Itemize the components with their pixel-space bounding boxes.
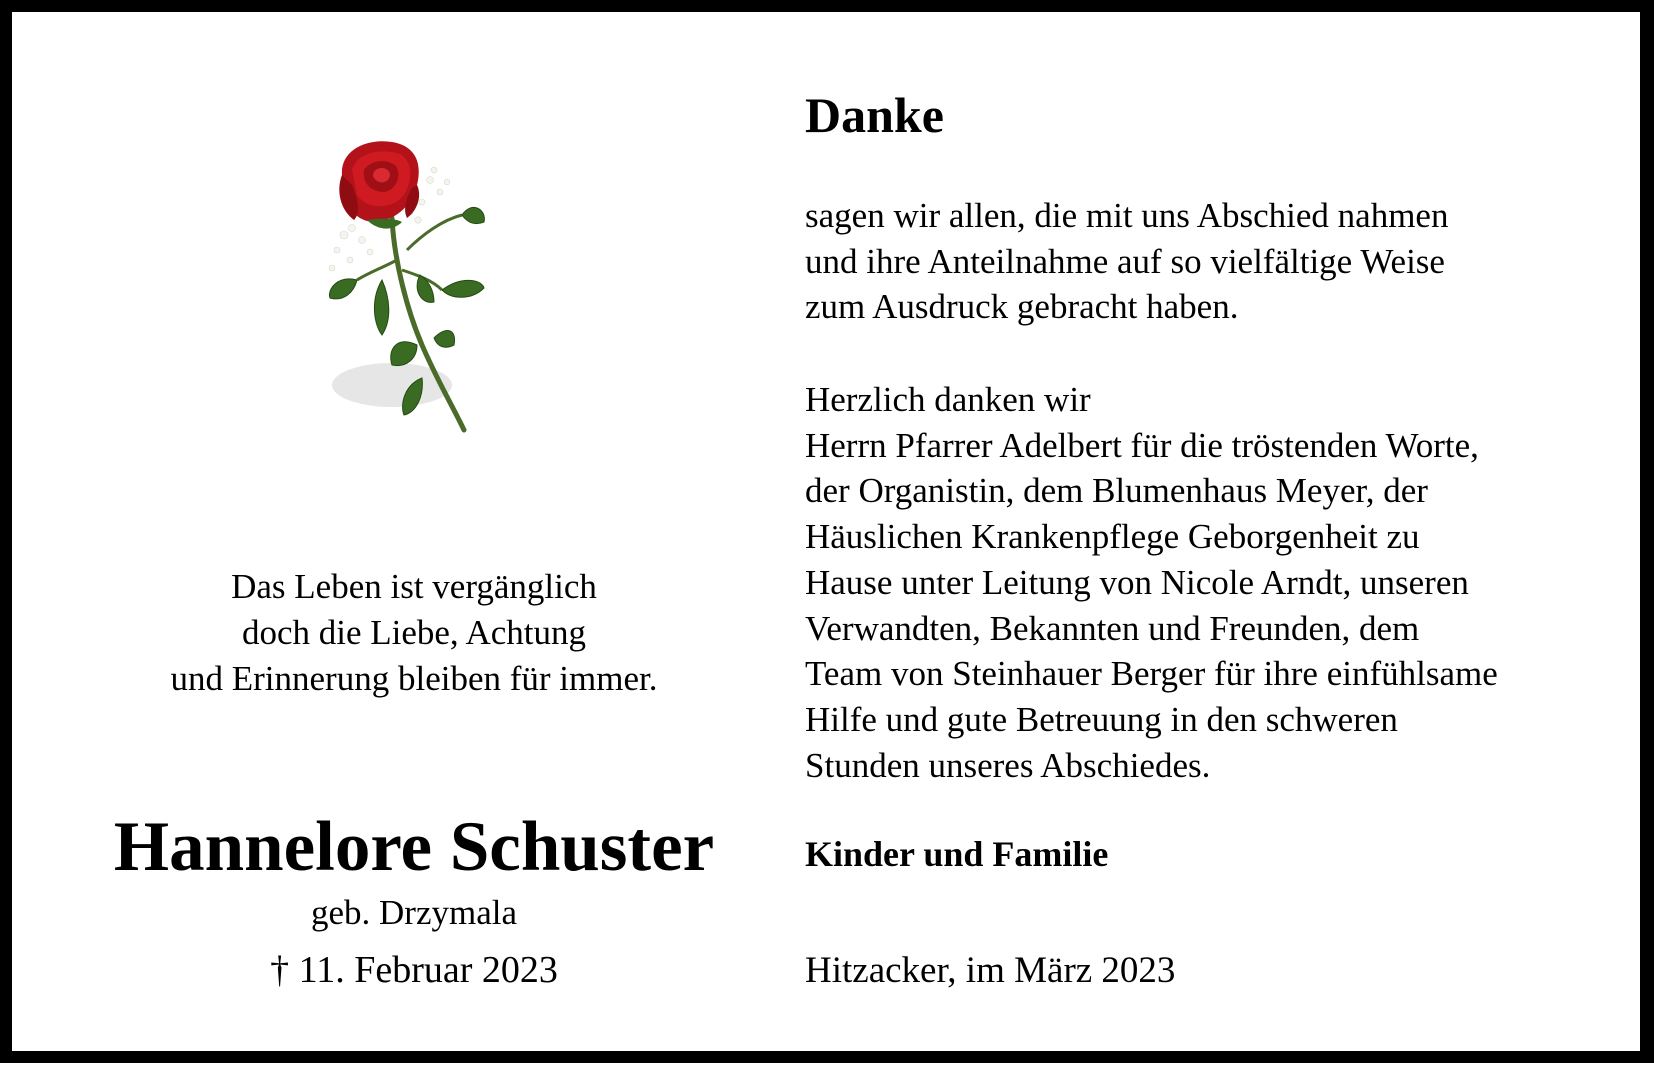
text-line: Verwandten, Bekannten und Freunden, dem [805,608,1420,648]
deceased-name: Hannelore Schuster [113,808,715,886]
text-line: Stunden unseres Abschiedes. [805,745,1211,785]
red-rose-icon [322,140,512,460]
text-line: Team von Steinhauer Berger für ihre einfühlsame [805,654,1498,694]
text-line: der Organistin, dem Blumenhaus Meyer, der [805,471,1428,511]
thanks-paragraph-2 [805,377,1498,788]
text-line: Herzlich danken wir [805,380,1091,419]
death-date: † 11. Februar 2023 [270,949,558,991]
text-line: zum Ausdruck gebracht haben. [805,287,1239,327]
quote-line: und Erinnerung bleiben für immer. [170,659,658,698]
thanks-paragraph-1 [805,193,1448,330]
right-column [805,12,1645,1075]
text-line: Häuslichen Krankenpflege Geborgenheit zu [805,517,1420,557]
signature: Kinder und Familie [805,834,1109,874]
text-line: Hause unter Leitung von Nicole Arndt, unseren [805,562,1469,602]
text-line: sagen wir allen, die mit uns Abschied nahmen [805,196,1449,235]
left-column [24,12,804,1075]
place-date: Hitzacker, im März 2023 [805,950,1176,991]
memorial-quote [24,564,804,702]
thanks-heading: Danke [805,87,944,143]
text-line: und ihre Anteilnahme auf so vielfältige Weise [805,241,1445,281]
quote-line: doch die Liebe, Achtung [241,613,587,652]
text-line: Herrn Pfarrer Adelbert für die tröstenden Worte, [805,425,1479,465]
quote-line: Das Leben ist vergänglich [231,567,597,606]
text-line: Hilfe und gute Betreuung in den schweren [805,699,1398,739]
birth-name: geb. Drzymala [310,893,518,932]
